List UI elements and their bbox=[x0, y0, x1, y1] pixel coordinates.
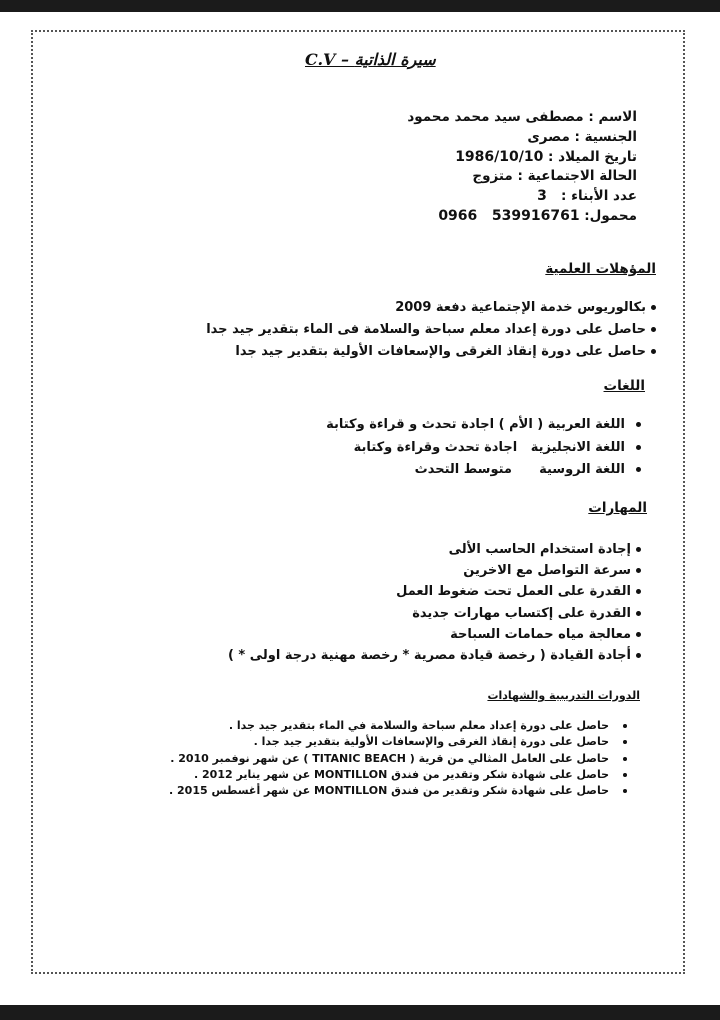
list-item: اللغة الروسية متوسط التحدث bbox=[326, 459, 641, 482]
list-item: حاصل على دورة إعداد معلم سباحة والسلامة في الماء بتقدير جيد جدا . bbox=[169, 718, 627, 734]
bullet-icon bbox=[623, 740, 627, 744]
mobile-label: محمول: bbox=[584, 207, 637, 224]
list-item: إجادة استخدام الحاسب الألى bbox=[228, 539, 641, 560]
list-item: سرعة التواصل مع الاخرين bbox=[228, 560, 641, 581]
bullet-icon bbox=[636, 445, 641, 450]
nationality-line: الجنسية : مصرى bbox=[527, 128, 637, 145]
bullet-icon bbox=[651, 349, 656, 354]
children-value: 3 bbox=[537, 188, 547, 205]
bullet-icon bbox=[636, 589, 641, 594]
bullet-icon bbox=[636, 653, 641, 658]
list-item: حاصل على شهادة شكر وتقدير من فندق MONTILLON عن شهر يناير 2012 . bbox=[169, 767, 627, 783]
skills-list bbox=[228, 539, 641, 666]
courses-list bbox=[169, 718, 627, 799]
bullet-icon bbox=[636, 632, 641, 637]
bullet-icon bbox=[636, 568, 641, 573]
list-item: اللغة الانجليزية اجادة تحدث وقراءة وكتابة bbox=[326, 437, 641, 460]
personal-info bbox=[407, 108, 637, 227]
bullet-icon bbox=[651, 327, 656, 332]
page-title bbox=[305, 50, 436, 69]
mobile-line bbox=[407, 207, 637, 227]
bullet-icon bbox=[623, 757, 627, 761]
list-item: حاصل على دورة إنقاذ الغرقى والإسعافات الأولية بتقدير جيد جدا . bbox=[169, 734, 627, 750]
name-line: الاسم : مصطفى سيد محمد محمود bbox=[407, 109, 637, 125]
bullet-icon bbox=[636, 547, 641, 552]
list-item: اللغة العربية ( الأم ) اجادة تحدث و قراءة وكتابة bbox=[326, 414, 641, 437]
list-item: معالجة مياه حمامات السباحة bbox=[228, 624, 641, 645]
title-latin: C.V – bbox=[305, 50, 350, 69]
list-item: القدرة على العمل تحت ضغوط العمل bbox=[228, 581, 641, 602]
languages-list bbox=[326, 414, 641, 482]
qualifications-heading: المؤهلات العلمية bbox=[545, 261, 656, 277]
list-item: حاصل على شهادة شكر وتقدير من فندق MONTILLON عن شهر أغسطس 2015 . bbox=[169, 783, 627, 799]
list-item: القدرة على إكتساب مهارات جديدة bbox=[228, 603, 641, 624]
mobile-value: 0966 539916761 bbox=[438, 207, 580, 224]
children-label: عدد الأبناء : bbox=[561, 188, 637, 205]
bullet-icon bbox=[651, 305, 656, 310]
bullet-icon bbox=[623, 789, 627, 793]
list-item: حاصل على العامل المثالي من قرية ( TITANIC BEACH ) عن شهر نوفمبر 2010 . bbox=[169, 751, 627, 767]
languages-heading: اللغات bbox=[603, 378, 645, 394]
bullet-icon bbox=[636, 467, 641, 472]
title-arabic: سيرة الذاتية bbox=[354, 50, 436, 69]
birth-label: تاريخ الميلاد : bbox=[548, 148, 637, 165]
bullet-icon bbox=[636, 611, 641, 616]
list-item: حاصل على دورة إعداد معلم سباحة والسلامة فى الماء بتقدير جيد جدا bbox=[206, 319, 656, 341]
children-line bbox=[407, 187, 637, 207]
bottom-scan-edge bbox=[0, 1005, 720, 1020]
bullet-icon bbox=[623, 773, 627, 777]
marital-line: الحالة الاجتماعية : متزوج bbox=[472, 168, 637, 185]
list-item: بكالوريوس خدمة الإجتماعية دفعة 2009 bbox=[206, 297, 656, 319]
list-item: حاصل على دورة إنقاذ الغرقى والإسعافات الأولية بتقدير جيد جدا bbox=[206, 341, 656, 363]
top-scan-edge bbox=[0, 0, 720, 12]
skills-heading: المهارات bbox=[588, 500, 647, 516]
courses-heading: الدورات التدريبية والشهادات bbox=[487, 689, 640, 702]
bullet-icon bbox=[636, 422, 641, 427]
list-item: أجادة القيادة ( رخصة قيادة مصرية * رخصة مهنية درجة اولى * ) bbox=[228, 645, 641, 666]
birth-value: 1986/10/10 bbox=[455, 148, 544, 165]
bullet-icon bbox=[623, 724, 627, 728]
birth-line bbox=[407, 148, 637, 168]
qualifications-list bbox=[206, 297, 656, 363]
